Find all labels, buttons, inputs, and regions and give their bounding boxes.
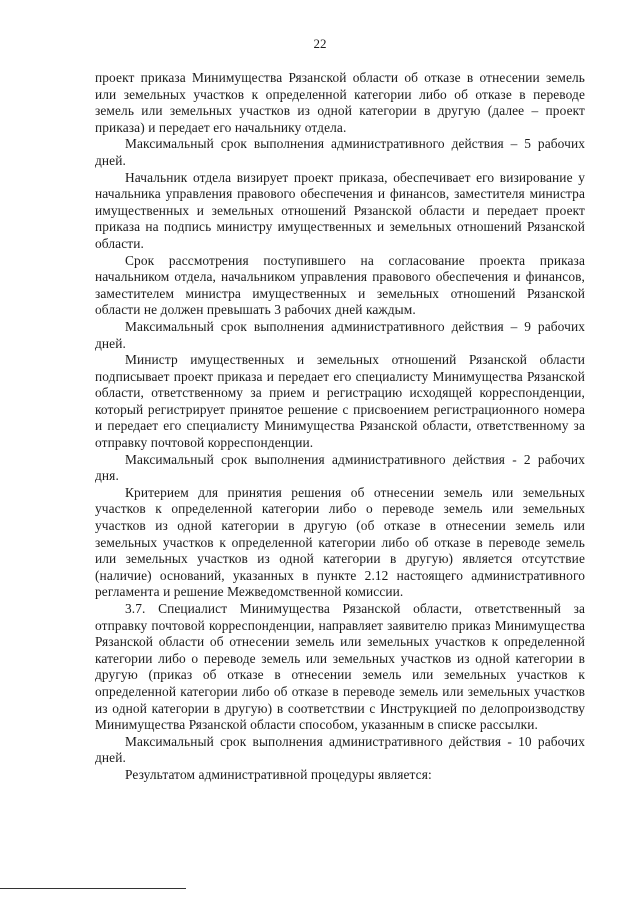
paragraph: 3.7. Специалист Минимущества Рязанской области, ответственный за отправку почтовой корреспонденции, направляет заявителю приказ Минимущества Рязанской области об отнесении земель или земельных участков к определенной категории либо о переводе земель или земельных участков из одной категории в другую (приказ об отказе в отнесении земель или земельных участков к определенной категории либо об отказе в переводе земель или земельных участков из одной категории в другую) в соответствии с Инструкцией по делопроизводству Минимущества Рязанской области способом, указанным в списке рассылки. bbox=[95, 601, 585, 733]
paragraph: проект приказа Минимущества Рязанской области об отказе в отнесении земель или земельных участков к определенной категории либо об отказе в переводе земель или земельных участков из одной категории в другую (далее – проект приказа) и передает его начальнику отдела. bbox=[95, 70, 585, 135]
paragraph: Максимальный срок выполнения административного действия - 2 рабочих дня. bbox=[95, 451, 585, 484]
paragraph: Максимальный срок выполнения административного действия - 10 рабочих дней. bbox=[95, 733, 585, 766]
paragraph: Максимальный срок выполнения административного действия – 9 рабочих дней. bbox=[95, 318, 585, 351]
page-number: 22 bbox=[313, 36, 327, 51]
paragraph: Максимальный срок выполнения административного действия – 5 рабочих дней. bbox=[95, 136, 585, 168]
footnote-divider bbox=[0, 888, 186, 889]
paragraph: Критерием для принятия решения об отнесении земель или земельных участков к определенной категории либо о переводе земель или земельных участков из одной категории в другую (об отказе в отнесении земель или земельных участков к определенной категории либо об отказе в переводе земель или земельных участков из одной категории в другую) является отсутствие (наличие) оснований, указанных в пункте 2.12 настоящего административного регламента и решение Межведомственной комиссии. bbox=[95, 484, 585, 600]
paragraph: Министр имущественных и земельных отношений Рязанской области подписывает проект приказа и передает его специалисту Минимущества Рязанской области, ответственному за прием и регистрацию исходящей корреспонденции, который регистрирует принятое решение с присвоением регистрационного номера и передает его специалисту Минимущества Рязанской области, ответственному за отправку почтовой корреспонденции. bbox=[95, 352, 585, 451]
document-body bbox=[95, 70, 585, 784]
paragraph: Срок рассмотрения поступившего на согласование проекта приказа начальником отдела, начальником управления правового обеспечения и финансов, заместителем министра имущественных и земельных отношений Рязанской области не должен превышать 3 рабочих дней каждым. bbox=[95, 252, 585, 318]
paragraph: Начальник отдела визирует проект приказа, обеспечивает его визирование у начальника управления правового обеспечения и финансов, заместителя министра имущественных и земельных отношений Рязанской области и передает проект приказа на подпись министру имущественных и земельных отношений Рязанской области. bbox=[95, 169, 585, 251]
paragraph: Результатом административной процедуры является: bbox=[125, 766, 432, 782]
